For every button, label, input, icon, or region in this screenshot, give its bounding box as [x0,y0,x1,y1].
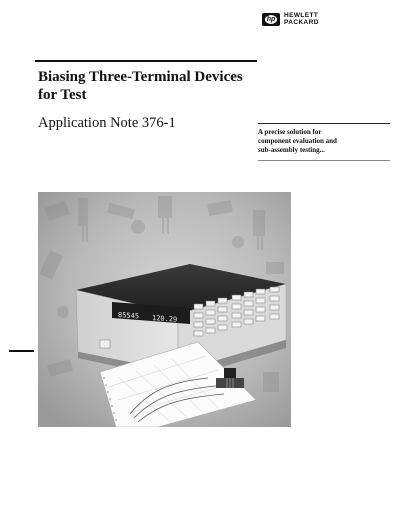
hp-mark-text: hp [266,15,276,23]
tagline-line-3: sub-assembly testing... [258,146,325,154]
instrument-photo [38,192,291,427]
tagline [258,128,390,155]
display-readout-right: 120.29 [152,314,178,324]
title-line-2: for Test [38,87,87,103]
document-subtitle: Application Note 376-1 [38,115,176,131]
brand-line-2: PACKARD [284,19,319,26]
title-rule [35,60,257,62]
tagline-rule-top [258,123,390,124]
tagline-rule-bottom [258,160,390,161]
brand-name [284,12,319,26]
hp-logo [262,12,319,26]
title-line-1: Biasing Three-Terminal Devices [38,69,243,85]
tagline-line-1: A precise solution for [258,128,322,136]
display-readout-left: 85545 [118,311,140,321]
brand-line-1: HEWLETT [284,12,319,19]
document-title [38,68,278,104]
hp-logo-icon [262,13,280,26]
tagline-line-2: component evaluation and [258,137,337,145]
power-switch [100,340,110,348]
side-marker [9,350,34,352]
